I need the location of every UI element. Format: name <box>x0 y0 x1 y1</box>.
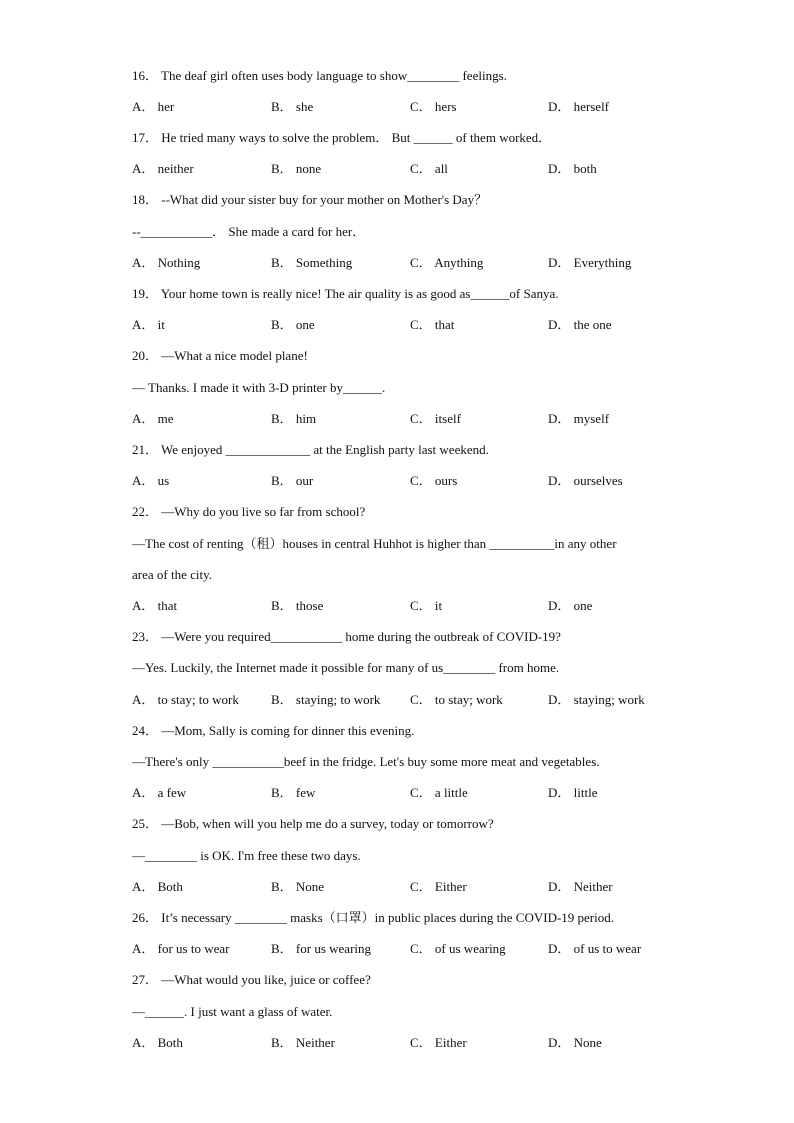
option-a: A． a few <box>132 785 187 800</box>
question-21-stem-line-1: 21． We enjoyed _____________ at the English party last weekend. <box>132 442 489 457</box>
question-27-options <box>132 1035 692 1051</box>
question-22-stem-line-3: area of the city. <box>132 567 212 582</box>
option-d: D． staying; work <box>548 692 645 707</box>
option-b: B． Something <box>271 255 353 270</box>
question-16-stem-line-1: 16． The deaf girl often uses body language to show________ feelings. <box>132 68 507 83</box>
question-20-stem-line-1: 20． —What a nice model plane! <box>132 348 308 363</box>
option-a: A． neither <box>132 161 194 176</box>
question-27-stem-line-2: —______. I just want a glass of water. <box>132 1004 333 1019</box>
option-b: B． one <box>271 317 315 332</box>
question-21-options <box>132 473 692 489</box>
option-d: D． herself <box>548 99 610 114</box>
option-c: C． ours <box>410 473 458 488</box>
option-d: D． one <box>548 598 593 613</box>
option-b: B． him <box>271 411 317 426</box>
option-c: C． Either <box>410 1035 467 1050</box>
option-b: B． none <box>271 161 322 176</box>
question-25-options <box>132 879 692 895</box>
option-a: A． me <box>132 411 174 426</box>
question-20-stem-line-2: — Thanks. I made it with 3-D printer by______. <box>132 380 386 395</box>
option-b: B． Neither <box>271 1035 335 1050</box>
option-a: A． to stay; to work <box>132 692 239 707</box>
question-22-stem-line-2: —The cost of renting（租）houses in central Huhhot is higher than __________in any other <box>132 536 617 551</box>
option-c: C． all <box>410 161 448 176</box>
question-25-stem-line-2: —________ is OK. I'm free these two days. <box>132 848 361 863</box>
question-24-stem-line-2: —There's only ___________beef in the fridge. Let's buy some more meat and vegetables. <box>132 754 600 769</box>
question-26-stem-line-1: 26． It’s necessary ________ masks（口罩）in public places during the COVID-19 period. <box>132 910 615 925</box>
question-24-stem-line-1: 24． —Mom, Sally is coming for dinner this evening. <box>132 723 415 738</box>
question-27-stem-line-1: 27． —What would you like, juice or coffee? <box>132 972 371 987</box>
option-d: D． Everything <box>548 255 632 270</box>
option-a: A． for us to wear <box>132 941 230 956</box>
option-a: A． her <box>132 99 175 114</box>
question-22-stem-line-1: 22． —Why do you live so far from school? <box>132 504 366 519</box>
option-a: A． Both <box>132 879 183 894</box>
question-19-stem-line-1: 19． Your home town is really nice! The air quality is as good as______of Sanya. <box>132 286 559 301</box>
option-c: C． to stay; work <box>410 692 503 707</box>
option-c: C． Either <box>410 879 467 894</box>
option-c: C． itself <box>410 411 461 426</box>
question-16-options <box>132 99 692 115</box>
question-20-options <box>132 411 692 427</box>
question-24-options <box>132 785 692 801</box>
question-17-stem-line-1: 17． He tried many ways to solve the problem． But ______ of them worked． <box>132 130 552 145</box>
option-b: B． our <box>271 473 314 488</box>
question-23-stem-line-1: 23． —Were you required___________ home during the outbreak of COVID-19? <box>132 629 561 644</box>
option-b: B． those <box>271 598 324 613</box>
question-17-options <box>132 161 692 177</box>
option-c: C． Anything <box>410 255 484 270</box>
option-c: C． it <box>410 598 443 613</box>
option-d: D． Neither <box>548 879 613 894</box>
option-b: B． staying; to work <box>271 692 381 707</box>
option-d: D． ourselves <box>548 473 623 488</box>
option-a: A． Both <box>132 1035 183 1050</box>
option-a: A． Nothing <box>132 255 201 270</box>
option-a: A． us <box>132 473 170 488</box>
option-b: B． for us wearing <box>271 941 372 956</box>
option-d: D． the one <box>548 317 612 332</box>
question-23-stem-line-2: —Yes. Luckily, the Internet made it possible for many of us________ from home. <box>132 660 560 675</box>
option-d: D． of us to wear <box>548 941 642 956</box>
question-18-stem-line-2: --___________． She made a card for her． <box>132 224 366 239</box>
question-19-options <box>132 317 692 333</box>
question-23-options <box>132 692 692 708</box>
option-d: D． myself <box>548 411 610 426</box>
question-18-options <box>132 255 692 271</box>
question-26-options <box>132 941 692 957</box>
option-b: B． None <box>271 879 325 894</box>
question-25-stem-line-1: 25． —Bob, when will you help me do a survey, today or tomorrow? <box>132 816 494 831</box>
option-c: C． hers <box>410 99 457 114</box>
question-18-stem-line-1: 18． --What did your sister buy for your mother on Mother's Day？ <box>132 192 488 207</box>
option-a: A． it <box>132 317 165 332</box>
option-c: C． that <box>410 317 455 332</box>
option-a: A． that <box>132 598 178 613</box>
option-b: B． few <box>271 785 316 800</box>
option-d: D． both <box>548 161 597 176</box>
option-c: C． a little <box>410 785 468 800</box>
question-22-options <box>132 598 692 614</box>
option-c: C． of us wearing <box>410 941 506 956</box>
option-d: D． None <box>548 1035 602 1050</box>
option-d: D． little <box>548 785 598 800</box>
option-b: B． she <box>271 99 314 114</box>
